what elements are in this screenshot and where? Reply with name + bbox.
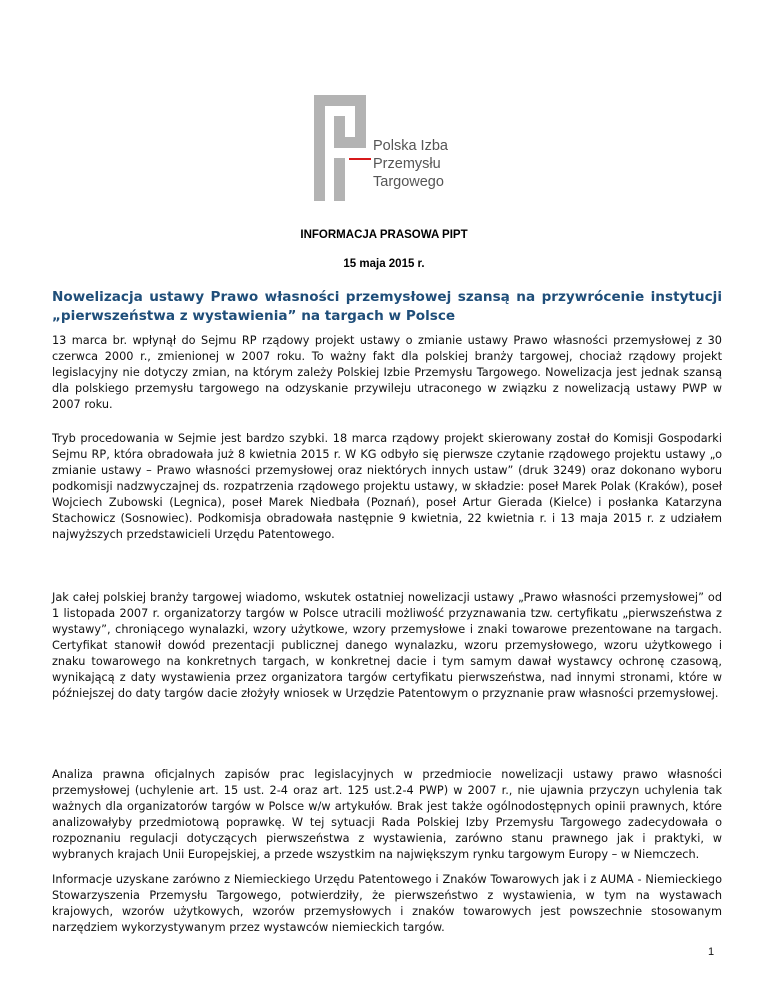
paragraph-1: 13 marca br. wpłynął do Sejmu RP rządowy projekt ustawy o zmianie ustawy Prawo własności przemysłowej z 30 czerwca 2000 r., zmienionej w 2007 roku. To ważny fakt dla polskiej branży targowej, chociaż rządowy projekt legislacyjny nie dotyczy zmian, na którym zależy Polskiej Izbie Przemysłu Targowego. Nowelizacja jest jednak szansą dla polskiego przemysłu targowego na odzyskanie przywileju utraconego w związku z nowelizacją ustawy PWP w 2007 roku. [52,334,722,411]
logo-wordmark [373,137,448,191]
article-headline: Nowelizacja ustawy Prawo własności przemysłowej szansą na przywrócenie instytucji „pierwszeństwa z wystawienia” na targach w Polsce [52,289,722,324]
logo-line-1: Polska Izba [373,138,448,154]
paragraph-3: Jak całej polskiej branży targowej wiadomo, wskutek ostatniej nowelizacji ustawy „Prawo własności przemysłowej” od 1 listopada 2007 r. organizatorzy targów w Polsce utracili możliwość przyznawania tzw. certyfikatu „pierwszeństwa z wystawy”, chroniącego wynalazki, wzory użytkowe, wzory przemysłowe i znaki towarowe prezentowane na targach. Certyfikat stanowił dowód prezentacji publicznej danego wynalazku, wzoru przemysłowego, wzoru użytkowego i znaku towarowego na konkretnych targach, w konkretnej dacie i tym samym dawał wystawcy ochronę czasową, wynikającą z daty wystawienia przez organizatora targów certyfikatu pierwszeństwa, nad innymi stronami, które w późniejszej do daty targów dacie złożyły wniosek w Urzędzie Patentowym o przyznanie praw własności przemysłowej. [52,591,722,700]
paragraph-5: Informacje uzyskane zarówno z Niemieckiego Urzędu Patentowego i Znaków Towarowych jak i z AUMA - Niemieckiego Stowarzyszenia Przemysłu Targowego, potwierdziły, że pierwszeństwo z wystawienia, w tym na wystawach krajowych, wzorów użytkowych, wzorów przemysłowych i znaków towarowych jest powszechnie stosowanym narzędziem wykorzystywanym przez wystawców niemieckich targów. [52,873,722,934]
paragraph-2: Tryb procedowania w Sejmie jest bardzo szybki. 18 marca rządowy projekt skierowany został do Komisji Gospodarki Sejmu RP, która obradowała już 8 kwietnia 2015 r. W KG odbyło się pierwsze czytanie rządowego projektu ustawy „o zmianie ustawy – Prawo własności przemysłowej oraz niektórych innych ustaw” (druk 3249) oraz dokonano wyboru podkomisji nadzwyczajnej ds. rozpatrzenia rządowego projektu ustawy, w składzie: poseł Marek Polak (Kraków), poseł Wojciech Zubowski (Legnica), poseł Marek Niedbała (Poznań), poseł Artur Gierada (Kielce) i posłanka Katarzyna Stachowicz (Sosnowiec). Podkomisja obradowała następnie 9 kwietnia, 22 kwietnia r. i 13 maja 2015 r. z udziałem najwyższych przedstawicieli Urzędu Patentowego. [52,432,722,541]
logo-line-3: Targowego [373,174,444,190]
pipt-logo-mark-icon [311,95,371,205]
page-number: 1 [708,946,715,958]
press-release-title: INFORMACJA PRASOWA PIPT [300,229,468,241]
pipt-logo [311,95,476,205]
logo-line-2: Przemysłu [373,156,441,172]
paragraph-4: Analiza prawna oficjalnych zapisów prac legislacyjnych w przedmiocie nowelizacji ustawy prawo własności przemysłowej (uchylenie art. 15 ust. 2-4 oraz art. 125 ust.2-4 PWP) w 2007 r., nie ujawnia przyczyn uchylenia tak ważnych dla organizatorów targów w Polsce w/w artykułów. Brak jest także ogólnodostępnych opinii prawnych, które analizowałyby przedmiotową poprawkę. W tej sytuacji Rada Polskiej Izby Przemysłu Targowego zadecydowała o rozpoznaniu regulacji dotyczących pierwszeństwa z wystawienia, zarówno stanu prawnego jak i praktyki, w wybranych krajach Unii Europejskiej, a przede wszystkim na największym rynku targowym Europy – w Niemczech. [52,768,722,861]
press-release-date: 15 maja 2015 r. [343,258,425,270]
